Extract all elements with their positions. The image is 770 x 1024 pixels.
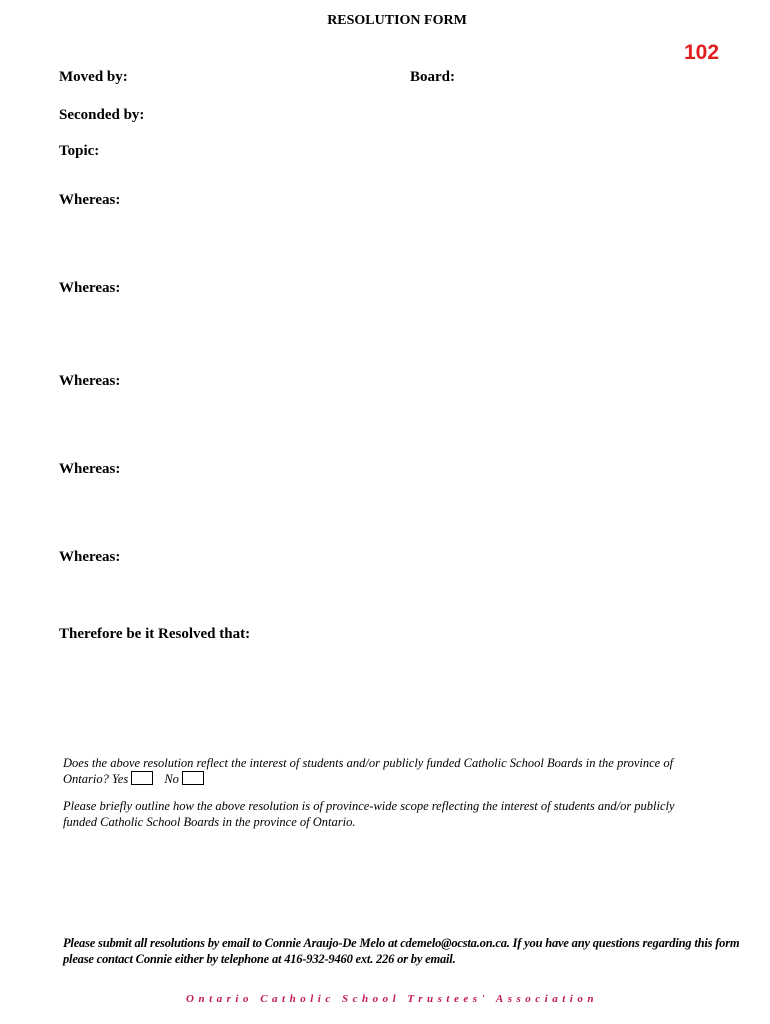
form-number: 102 [684,41,720,64]
board-label: Board: [410,69,455,85]
whereas-label-2: Whereas: [59,280,121,296]
yes-checkbox[interactable] [131,771,153,785]
yes-option-label: Yes [111,772,129,786]
whereas-label-4: Whereas: [59,461,121,477]
topic-label: Topic: [59,143,100,159]
province-question [63,755,703,787]
seconded-by-label: Seconded by: [59,107,145,123]
whereas-label-1: Whereas: [59,192,121,208]
outline-prompt: Please briefly outline how the above resolution is of province-wide scope reflecting the interest of students and/or publicly funded Catholic School Boards in the province of Ontario. [63,799,675,829]
province-question-text: Does the above resolution reflect the interest of students and/or publicly funded Catholic School Boards in the province of Ontario? [63,756,674,786]
form-title: RESOLUTION FORM [327,13,467,28]
submission-instructions: Please submit all resolutions by email to Connie Araujo-De Melo at cdemelo@ocsta.on.ca. If you have any questions regarding this form please contact Connie either by telephone at 416-932-9460 ext. 226 or by email. [63,936,740,966]
footer-association-name: Ontario Catholic School Trustees' Association [186,993,598,1005]
whereas-label-5: Whereas: [59,549,121,565]
no-checkbox[interactable] [182,771,204,785]
resolved-label: Therefore be it Resolved that: [59,626,251,642]
no-option-label: No [164,772,179,786]
moved-by-label: Moved by: [59,69,128,85]
whereas-label-3: Whereas: [59,373,121,389]
